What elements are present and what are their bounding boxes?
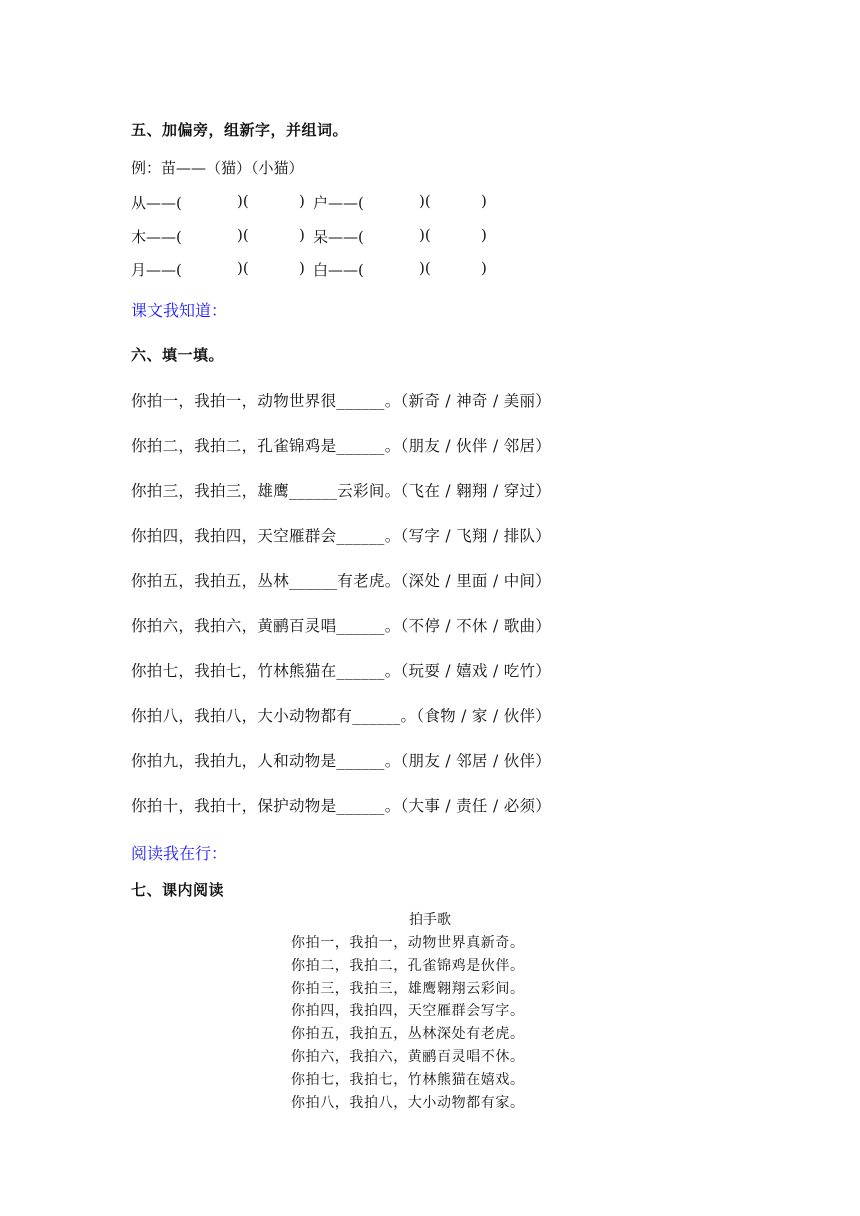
- fill-item-2: 你拍二，我拍二，孔雀锦鸡是______。（朋友 / 伙伴 / 邻居）: [131, 437, 552, 455]
- radical-row-2: [131, 226, 531, 248]
- fill-item-10: 你拍十，我拍十，保护动物是______。（大事 / 责任 / 必须）: [131, 797, 552, 815]
- section-7-heading: 七、课内阅读: [131, 881, 225, 899]
- row-left-char: 月——(: [131, 261, 182, 279]
- section-6-heading: 六、填一填。: [131, 346, 225, 364]
- poem-title: 拍手歌: [409, 912, 451, 928]
- row-left-char: 木——(: [131, 228, 182, 246]
- poem-line: 你拍七，我拍七，竹林熊猫在嬉戏。: [291, 1072, 525, 1088]
- poem-line: 你拍三，我拍三，雄鹰翱翔云彩间。: [291, 981, 525, 997]
- fill-item-9: 你拍九，我拍九，人和动物是______。（朋友 / 邻居 / 伙伴）: [131, 752, 552, 770]
- row-right-char: 呆——(: [313, 228, 364, 246]
- radical-row-3: [131, 259, 531, 281]
- radical-row-1: [131, 192, 531, 214]
- fill-item-3: 你拍三，我拍三，雄鹰______云彩间。（飞在 / 翱翔 / 穿过）: [131, 482, 552, 500]
- poem-line: 你拍五，我拍五，丛林深处有老虎。: [291, 1026, 525, 1042]
- poem-line: 你拍四，我拍四，天空雁群会写字。: [291, 1003, 525, 1019]
- row-mid: )(: [237, 259, 249, 277]
- row-end: ): [299, 192, 305, 210]
- row-mid2: )(: [419, 192, 431, 210]
- label-know-text: 课文我知道：: [131, 301, 228, 320]
- row-left-char: 从——(: [131, 194, 182, 212]
- section-5-heading: 五、加偏旁，组新字，并组词。: [131, 121, 349, 139]
- poem-line: 你拍二，我拍二，孔雀锦鸡是伙伴。: [291, 958, 525, 974]
- row-end: ): [299, 259, 305, 277]
- example-line: 例：苗——（猫）（小猫）: [131, 159, 304, 177]
- fill-item-8: 你拍八，我拍八，大小动物都有______。（食物 / 家 / 伙伴）: [131, 707, 552, 725]
- fill-item-7: 你拍七，我拍七，竹林熊猫在______。（玩耍 / 嬉戏 / 吃竹）: [131, 662, 552, 680]
- row-mid: )(: [237, 192, 249, 210]
- row-end2: ): [481, 192, 487, 210]
- row-end2: ): [481, 226, 487, 244]
- row-right-char: 白——(: [313, 261, 364, 279]
- fill-item-5: 你拍五，我拍五，丛林______有老虎。（深处 / 里面 / 中间）: [131, 572, 552, 590]
- fill-item-1: 你拍一，我拍一，动物世界很______。（新奇 / 神奇 / 美丽）: [131, 392, 552, 410]
- row-mid2: )(: [419, 259, 431, 277]
- label-reading: 阅读我在行：: [131, 844, 228, 863]
- row-end: ): [299, 226, 305, 244]
- fill-item-4: 你拍四，我拍四，天空雁群会______。（写字 / 飞翔 / 排队）: [131, 527, 552, 545]
- poem-line: 你拍八，我拍八，大小动物都有家。: [291, 1095, 525, 1111]
- poem-line: 你拍一，我拍一，动物世界真新奇。: [291, 935, 525, 951]
- row-end2: ): [481, 259, 487, 277]
- row-right-char: 户——(: [313, 194, 364, 212]
- row-mid2: )(: [419, 226, 431, 244]
- fill-item-6: 你拍六，我拍六，黄鹂百灵唱______。（不停 / 不休 / 歌曲）: [131, 617, 552, 635]
- row-mid: )(: [237, 226, 249, 244]
- poem-line: 你拍六，我拍六，黄鹂百灵唱不休。: [291, 1049, 525, 1065]
